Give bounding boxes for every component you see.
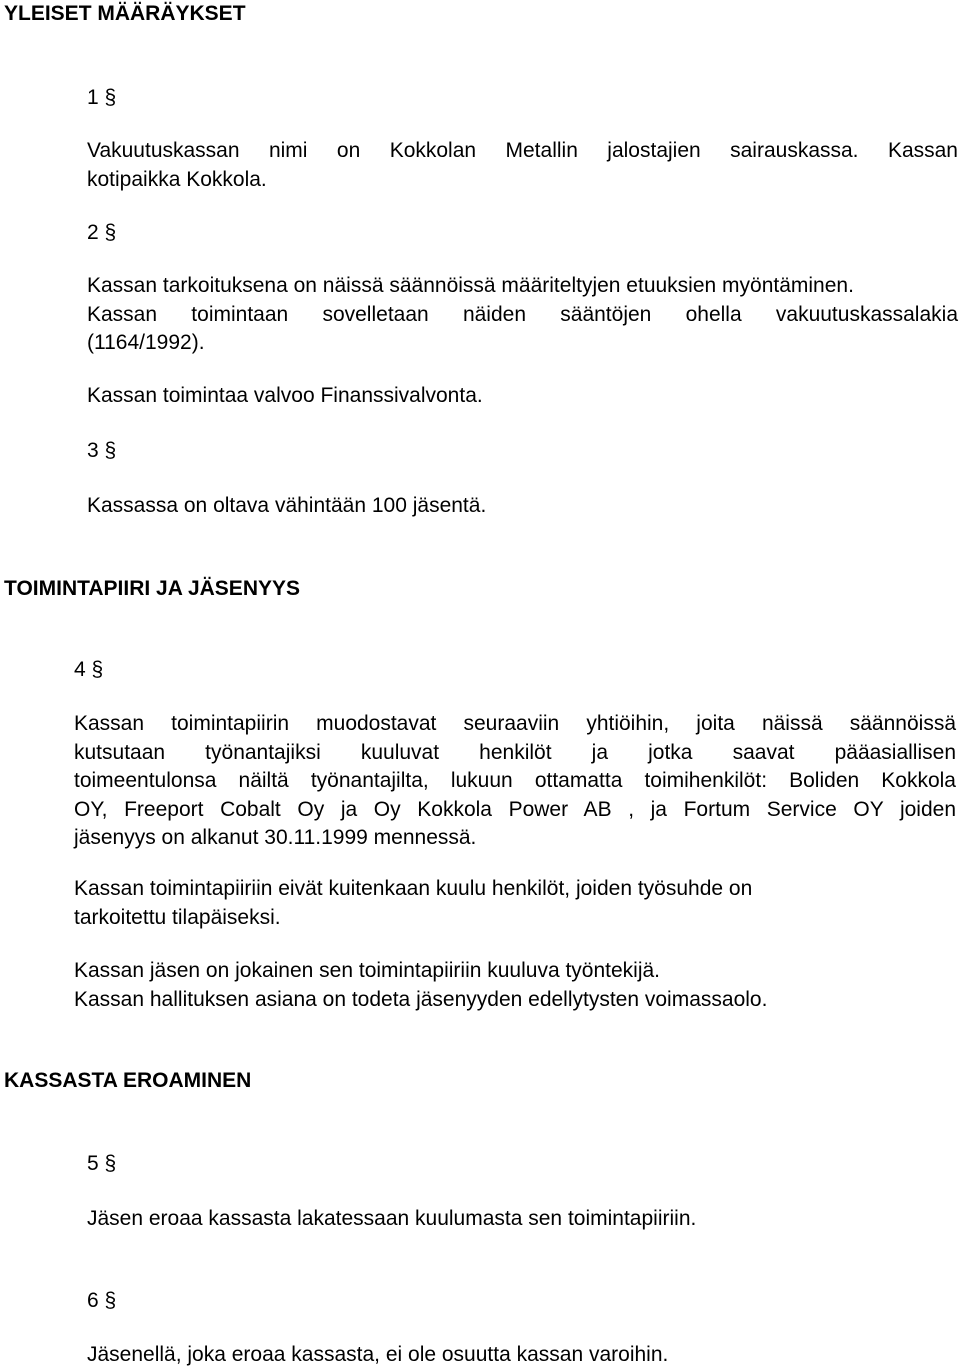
- heading-general-provisions: YLEISET MÄÄRÄYKSET: [4, 2, 246, 25]
- section-5-paragraph: [87, 1205, 696, 1234]
- section-1-mark: 1 §: [87, 86, 117, 109]
- section-1-line: Vakuutuskassan nimi on Kokkolan Metallin jalostajien sairauskassa. Kassan: [87, 139, 958, 162]
- section-2-paragraph-2: [87, 382, 483, 411]
- section-2-paragraph-1: [87, 272, 958, 358]
- section-4-line: Kassan toimintapiirin muodostavat seuraaviin yhtiöihin, joita näissä säännöissä: [74, 712, 956, 735]
- section-5-mark: 5 §: [87, 1152, 117, 1175]
- section-4-paragraph-2: [74, 875, 752, 932]
- section-4-line: Kassan hallituksen asiana on todeta jäsenyyden edellytysten voimassaolo.: [74, 987, 768, 1011]
- section-4-line: Kassan jäsen on jokainen sen toimintapiiriin kuuluva työntekijä.: [74, 959, 661, 982]
- section-4-line: jäsenyys on alkanut 30.11.1999 mennessä.: [74, 826, 477, 849]
- section-2-mark: 2 §: [87, 221, 117, 244]
- section-4-paragraph-3: [74, 957, 767, 1014]
- section-2-line: Kassan tarkoituksena on näissä säännöissä määriteltyjen etuuksien myöntäminen.: [87, 274, 854, 297]
- section-4-paragraph-1: [74, 710, 956, 853]
- section-4-mark: 4 §: [74, 658, 104, 681]
- section-2-line: (1164/1992).: [87, 331, 205, 354]
- section-3-mark: 3 §: [87, 439, 117, 462]
- section-3-paragraph: [87, 492, 486, 521]
- section-4-line: tarkoitettu tilapäiseksi.: [74, 905, 281, 929]
- section-1-line: kotipaikka Kokkola.: [87, 167, 267, 191]
- section-3-line: Kassassa on oltava vähintään 100 jäsentä.: [87, 494, 487, 517]
- section-4-line: kutsutaan työnantajiksi kuuluvat henkilöt ja jotka saavat pääasiallisen: [74, 740, 956, 764]
- section-4-line: OY, Freeport Cobalt Oy ja Oy Kokkola Power AB , ja Fortum Service OY joiden: [74, 797, 956, 821]
- section-6-paragraph: [87, 1341, 668, 1370]
- heading-leaving-the-fund: KASSASTA EROAMINEN: [4, 1069, 252, 1092]
- section-4-line: toimeentulonsa näiltä työnantajilta, lukuun ottamatta toimihenkilöt: Boliden Kokkola: [74, 769, 956, 792]
- section-4-line: Kassan toimintapiiriin eivät kuitenkaan kuulu henkilöt, joiden työsuhde on: [74, 877, 753, 900]
- section-5-line: Jäsen eroaa kassasta lakatessaan kuulumasta sen toimintapiiriin.: [87, 1207, 697, 1230]
- heading-scope-and-membership: TOIMINTAPIIRI JA JÄSENYYS: [4, 577, 300, 600]
- section-6-line: Jäsenellä, joka eroaa kassasta, ei ole osuutta kassan varoihin.: [87, 1343, 669, 1366]
- section-6-mark: 6 §: [87, 1289, 117, 1312]
- section-2-line: Kassan toimintaan sovelletaan näiden sääntöjen ohella vakuutuskassalakia: [87, 302, 958, 326]
- section-2-line: Kassan toimintaa valvoo Finanssivalvonta.: [87, 384, 483, 407]
- section-1-paragraph: [87, 137, 958, 194]
